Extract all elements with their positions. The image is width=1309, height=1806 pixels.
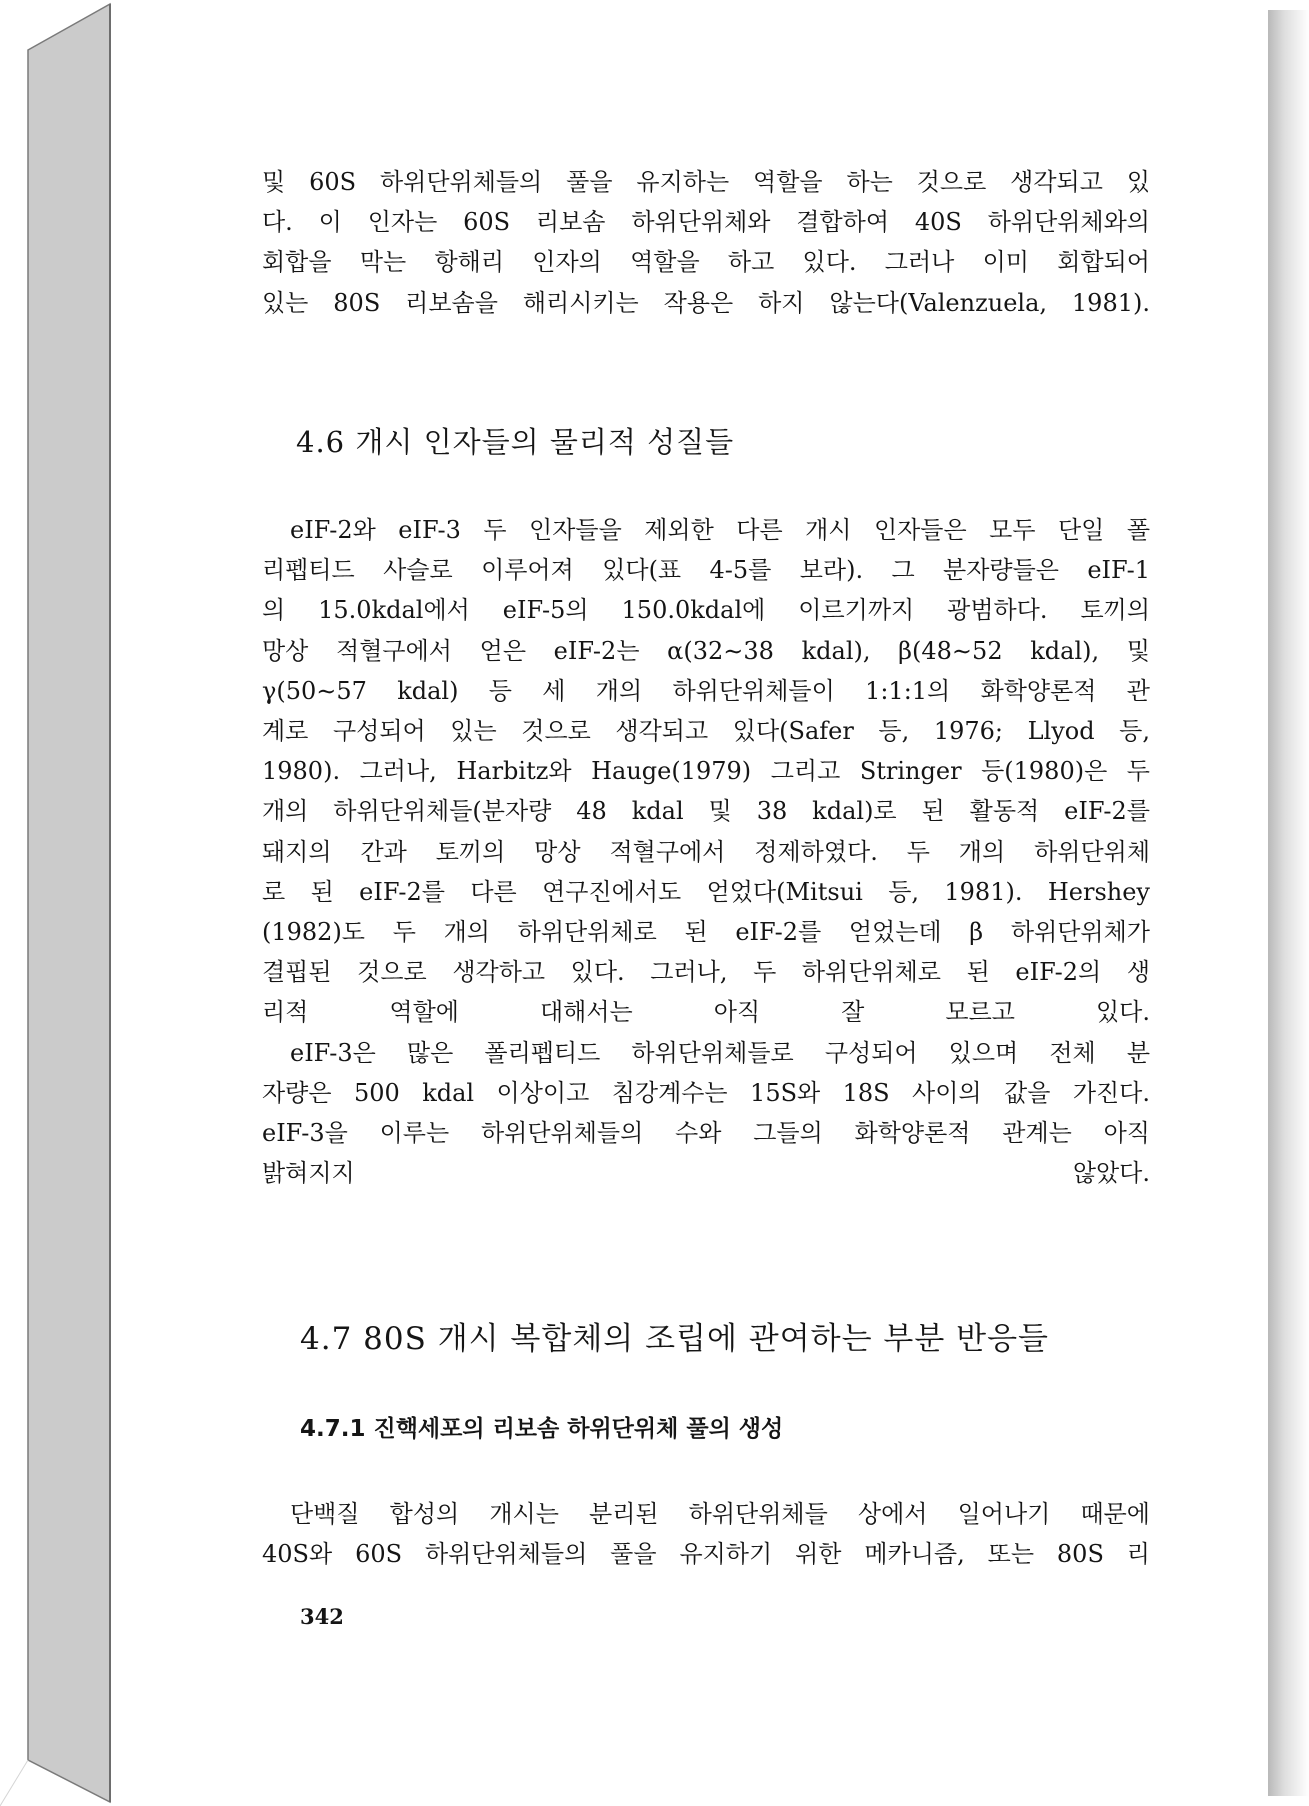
text-line: γ(50∼57 kdal) 등 세 개의 하위단위체들이 1:1:1의 화학양론적 관 (262, 676, 1150, 705)
text-line: 다. 이 인자는 60S 리보솜 하위단위체와 결합하여 40S 하위단위체와의 (262, 208, 1150, 237)
paragraph-subunit-pool (262, 1494, 1150, 1574)
book-side-edge (0, 0, 112, 1806)
text-line: 결핍된 것으로 생각하고 있다. 그러나, 두 하위단위체로 된 eIF-2의 생 (262, 958, 1150, 987)
text-line: 자량은 500 kdal 이상이고 침강계수는 15S와 18S 사이의 값을 가진다. (262, 1078, 1150, 1107)
text-line: 망상 적혈구에서 얻은 eIF-2는 α(32∼38 kdal), β(48∼52 kdal), 및 (262, 636, 1150, 665)
subsection-heading-4-7-1: 4.7.1 진핵세포의 리보솜 하위단위체 풀의 생성 (300, 1416, 784, 1442)
page-edge-shadow (1268, 10, 1309, 1796)
text-line: 로 된 eIF-2를 다른 연구진에서도 얻었다(Mitsui 등, 1981). Hershey (262, 877, 1150, 906)
text-line: 계로 구성되어 있는 것으로 생각되고 있다(Safer 등, 1976; Llyod 등, (262, 717, 1150, 746)
paragraph-physical-properties (262, 510, 1150, 1193)
text-line: 리펩티드 사슬로 이루어져 있다(표 4-5를 보라). 그 분자량들은 eIF-1 (262, 556, 1150, 585)
section-heading-4-7: 4.7 80S 개시 복합체의 조립에 관여하는 부분 반응들 (300, 1321, 1049, 1357)
text-line: 리적 역할에 대해서는 아직 잘 모르고 있다. (262, 998, 1150, 1027)
text-line: 단백질 합성의 개시는 분리된 하위단위체들 상에서 일어나기 때문에 (290, 1500, 1150, 1528)
text-line: (1982)도 두 개의 하위단위체로 된 eIF-2를 얻었는데 β 하위단위체가 (262, 918, 1150, 947)
text-line: 있는 80S 리보솜을 해리시키는 작용은 하지 않는다(Valenzuela, 1981). (262, 288, 1150, 317)
text-line: 40S와 60S 하위단위체들의 풀을 유지하기 위한 메카니즘, 또는 80S 리 (262, 1540, 1150, 1569)
text-line: 회합을 막는 항해리 인자의 역할을 하고 있다. 그러나 이미 회합되어 (262, 248, 1150, 277)
page-number: 342 (300, 1604, 344, 1629)
text-line: 의 15.0kdal에서 eIF-5의 150.0kdal에 이르기까지 광범하다. 토끼의 (262, 596, 1150, 625)
text-line: 돼지의 간과 토끼의 망상 적혈구에서 정제하였다. 두 개의 하위단위체 (262, 837, 1150, 866)
text-line: eIF-3은 많은 폴리펩티드 하위단위체들로 구성되어 있으며 전체 분 (290, 1038, 1150, 1067)
text-line: 개의 하위단위체들(분자량 48 kdal 및 38 kdal)로 된 활동적 eIF-2를 (262, 797, 1150, 826)
section-heading-4-6: 4.6 개시 인자들의 물리적 성질들 (296, 425, 735, 459)
paragraph-continuation (262, 162, 1150, 323)
text-line: 1980). 그러나, Harbitz와 Hauge(1979) 그리고 Stringer 등(1980)은 두 (262, 757, 1150, 786)
text-line: eIF-2와 eIF-3 두 인자들을 제외한 다른 개시 인자들은 모두 단일 폴 (290, 516, 1150, 544)
text-line: 및 60S 하위단위체들의 풀을 유지하는 역할을 하는 것으로 생각되고 있 (262, 168, 1150, 196)
text-line: 밝혀지지 않았다. (262, 1159, 1150, 1188)
text-line: eIF-3을 이루는 하위단위체들의 수와 그들의 화학양론적 관계는 아직 (262, 1119, 1150, 1148)
